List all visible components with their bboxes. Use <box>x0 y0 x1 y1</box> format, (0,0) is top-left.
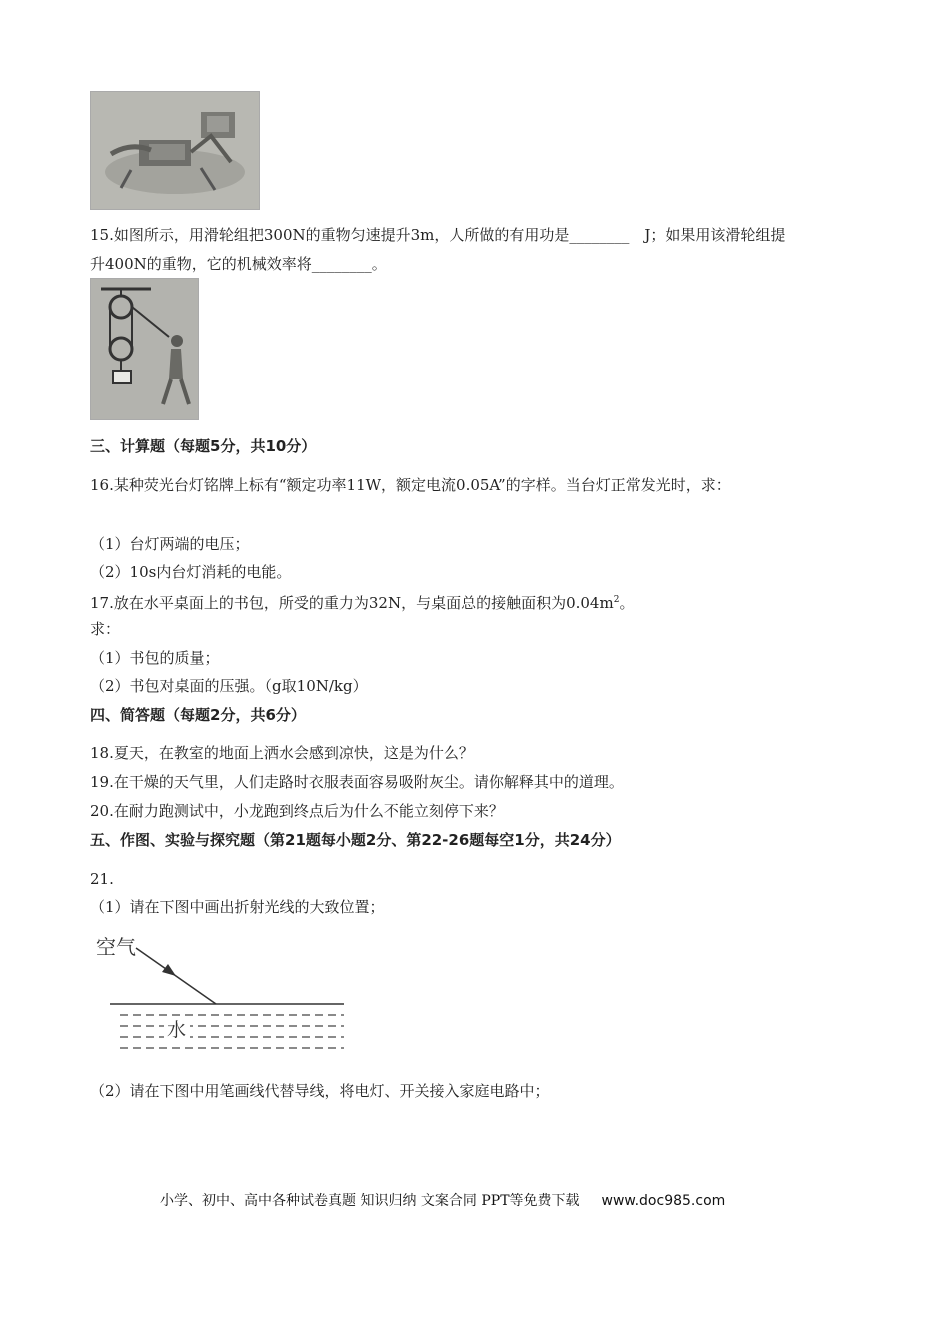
q17-stem-end: 。 <box>619 594 635 612</box>
q21-sub2: （2）请在下图中用笔画线代替导线，将电灯、开关接入家庭电路中； <box>90 1082 550 1100</box>
section3-heading: 三、计算题（每题5分，共10分） <box>90 437 317 455</box>
q17-stem-sup: 2 <box>613 595 620 605</box>
q16-sub1: （1）台灯两端的电压； <box>90 535 250 553</box>
q20: 20.在耐力跑测试中，小龙跑到终点后为什么不能立刻停下来？ <box>90 802 504 820</box>
refraction-svg <box>92 928 352 1058</box>
q17-stem <box>90 590 634 613</box>
refraction-diagram <box>92 928 352 1058</box>
machine-photo-graphic <box>91 92 259 209</box>
q19: 19.在干燥的天气里，人们走路时衣服表面容易吸附灰尘。请你解释其中的道理。 <box>90 773 624 791</box>
footer-text: 小学、初中、高中各种试卷真题 知识归纳 文案合同 PPT等免费下载 <box>160 1193 580 1209</box>
pulley-graphic <box>91 279 198 419</box>
section5-heading: 五、作图、实验与探究题（第21题每小题2分、第22-26题每空1分，共24分） <box>90 831 621 849</box>
q18: 18.夏天，在教室的地面上洒水会感到凉快，这是为什么？ <box>90 744 474 762</box>
q16-stem: 16.某种荧光台灯铭牌上标有“额定功率11W，额定电流0.05A”的字样。当台灯正常发光时，求： <box>90 476 731 494</box>
q21-number: 21. <box>90 870 114 888</box>
q17-stem-main: 17.放在水平桌面上的书包，所受的重力为32N，与桌面总的接触面积为0.04m <box>90 594 614 612</box>
water-label: 水 <box>167 1019 187 1041</box>
machine-photo <box>90 91 260 210</box>
q17-ask: 求： <box>90 620 121 638</box>
section4-heading: 四、简答题（每题2分，共6分） <box>90 706 306 724</box>
air-label: 空气 <box>96 935 136 959</box>
page-footer <box>160 1190 725 1210</box>
pulley-photo <box>90 278 199 420</box>
q16-sub2: （2）10s内台灯消耗的电能。 <box>90 563 292 581</box>
footer-url[interactable]: www.doc985.com <box>601 1193 726 1209</box>
q15-line1: 15.如图所示，用滑轮组把300N的重物匀速提升3m，人所做的有用功是________ J；如果用该滑轮组提 <box>90 226 786 244</box>
q21-sub1: （1）请在下图中画出折射光线的大致位置； <box>90 898 385 916</box>
q17-sub1: （1）书包的质量； <box>90 649 220 667</box>
q15-line2: 升400N的重物，它的机械效率将________。 <box>90 255 387 273</box>
q17-sub2: （2）书包对桌面的压强。（g取10N/kg） <box>90 677 368 695</box>
ray-arrowhead-icon <box>162 964 176 976</box>
